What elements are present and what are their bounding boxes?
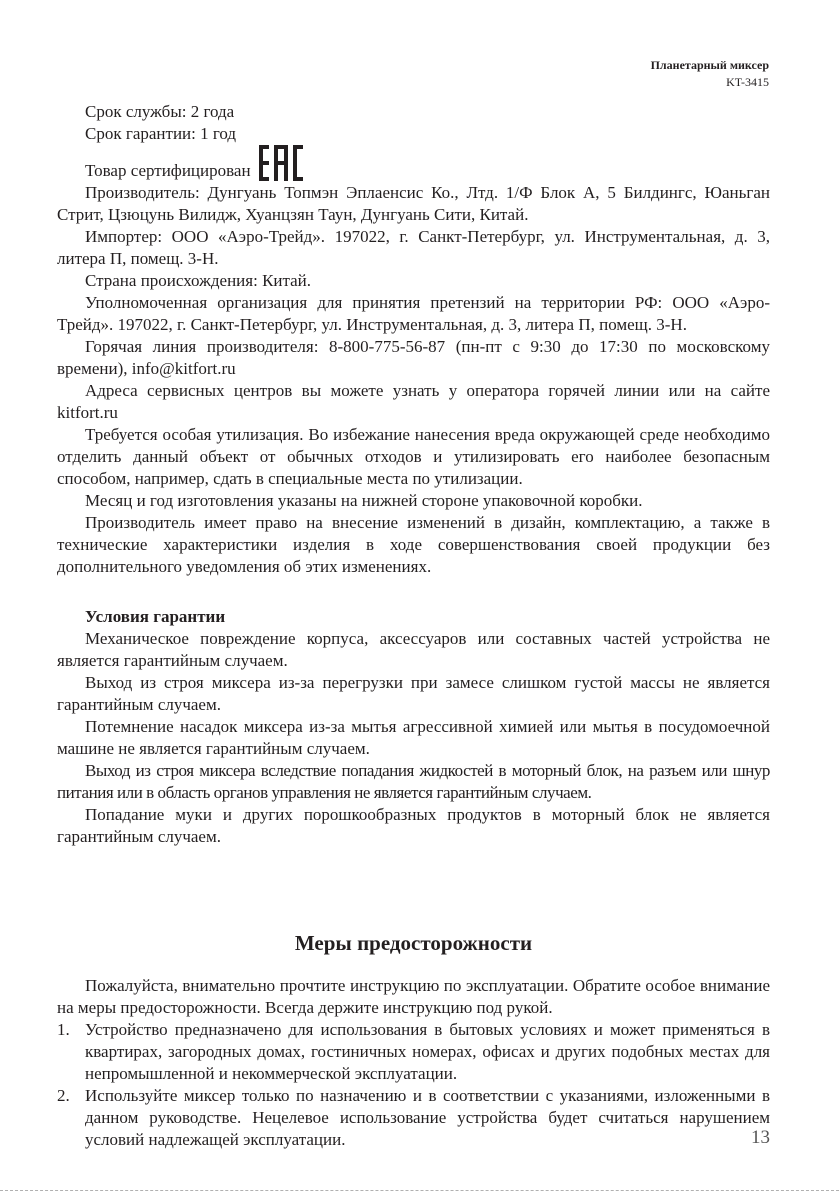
warranty-condition: Выход из строя миксера вследствие попадания жидкостей в моторный блок, на разъем или шнур питания или в область органов управления не является гарантийным случаем. bbox=[57, 761, 770, 802]
importer: Импортер: ООО «Аэро-Трейд». 197022, г. Санкт-Петербург, ул. Инструментальная, д. 3, литера П, помещ. 3-Н. bbox=[57, 227, 770, 268]
manufacture-date-note: Месяц и год изготовления указаны на нижней стороне упаковочной коробки. bbox=[85, 491, 643, 510]
list-item-text: Устройство предназначено для использования в бытовых условиях и может применяться в квартирах, загородных домах, гостиничных номерах, офисах и других подобных местах для непромышленной и некоммерческой эксплуатации. bbox=[85, 1020, 770, 1083]
hotline: Горячая линия производителя: 8-800-775-56-87 (пн-пт с 9:30 до 17:30 по московскому времени), info@kitfort.ru bbox=[57, 337, 770, 378]
product-model: KT-3415 bbox=[726, 75, 769, 89]
certification-line bbox=[57, 145, 770, 182]
warranty-title: Условия гарантии bbox=[85, 607, 226, 626]
list-item-number: 1. bbox=[57, 1020, 70, 1039]
warranty-condition: Попадание муки и других порошкообразных продуктов в моторный блок не является гарантийным случаем. bbox=[57, 805, 770, 846]
list-item bbox=[57, 1019, 770, 1085]
eac-mark-icon bbox=[259, 145, 303, 181]
safety-intro: Пожалуйста, внимательно прочтите инструкцию по эксплуатации. Обратите особое внимание на меры предосторожности. Всегда держите инструкцию под рукой. bbox=[57, 976, 770, 1017]
disposal-notice: Требуется особая утилизация. Во избежание нанесения вреда окружающей среде необходимо отделить данный объект от обычных отходов и утилизировать его наиболее безопасным способом, например, сдать в специальные места по утилизации. bbox=[57, 425, 770, 488]
authorized-organization: Уполномоченная организация для принятия претензий на территории РФ: ООО «Аэро-Трейд». 197022, г. Санкт-Петербург, ул. Инструментальная, д. 3, литера П, помещ. 3-Н. bbox=[57, 293, 770, 334]
manufacturer: Производитель: Дунгуань Топмэн Эплаенсис Ко., Лтд. 1/Ф Блок А, 5 Билдингс, Юаньган Стрит, Цзюцунь Вилидж, Хуанцзян Таун, Дунгуань Сити, Китай. bbox=[57, 183, 770, 224]
list-item-number: 2. bbox=[57, 1086, 70, 1105]
warranty-condition: Выход из строя миксера из-за перегрузки при замесе слишком густой массы не является гарантийным случаем. bbox=[57, 673, 770, 714]
bottom-cut-line bbox=[0, 1189, 839, 1191]
service-life: Срок службы: 2 года bbox=[85, 102, 235, 121]
service-centers: Адреса сервисных центров вы можете узнать у оператора горячей линии или на сайте kitfort.ru bbox=[57, 381, 770, 422]
origin-country: Страна происхождения: Китай. bbox=[85, 271, 312, 290]
certified-text: Товар сертифицирован bbox=[85, 161, 251, 180]
product-title: Планетарный миксер bbox=[650, 58, 769, 72]
page-header bbox=[651, 57, 769, 91]
warranty-period: Срок гарантии: 1 год bbox=[85, 124, 237, 143]
warranty-condition: Потемнение насадок миксера из-за мытья агрессивной химией или мытья в посудомоечной машине не является гарантийным случаем. bbox=[57, 717, 770, 758]
list-item bbox=[57, 1085, 770, 1151]
page-number: 13 bbox=[751, 1127, 770, 1148]
changes-notice: Производитель имеет право на внесение изменений в дизайн, комплектацию, а также в технические характеристики изделия в ходе совершенствования своей продукции без дополнительного уведомления об этих изменениях. bbox=[57, 513, 770, 576]
safety-title: Меры предосторожности bbox=[294, 931, 533, 955]
document-body bbox=[57, 101, 770, 1151]
warranty-condition: Механическое повреждение корпуса, аксессуаров или составных частей устройства не является гарантийным случаем. bbox=[57, 629, 770, 670]
list-item-text: Используйте миксер только по назначению и в соответствии с указаниями, изложенными в данном руководстве. Нецелевое использование устройства будет считаться нарушением условий надлежащей эксплуатации. bbox=[85, 1086, 770, 1149]
